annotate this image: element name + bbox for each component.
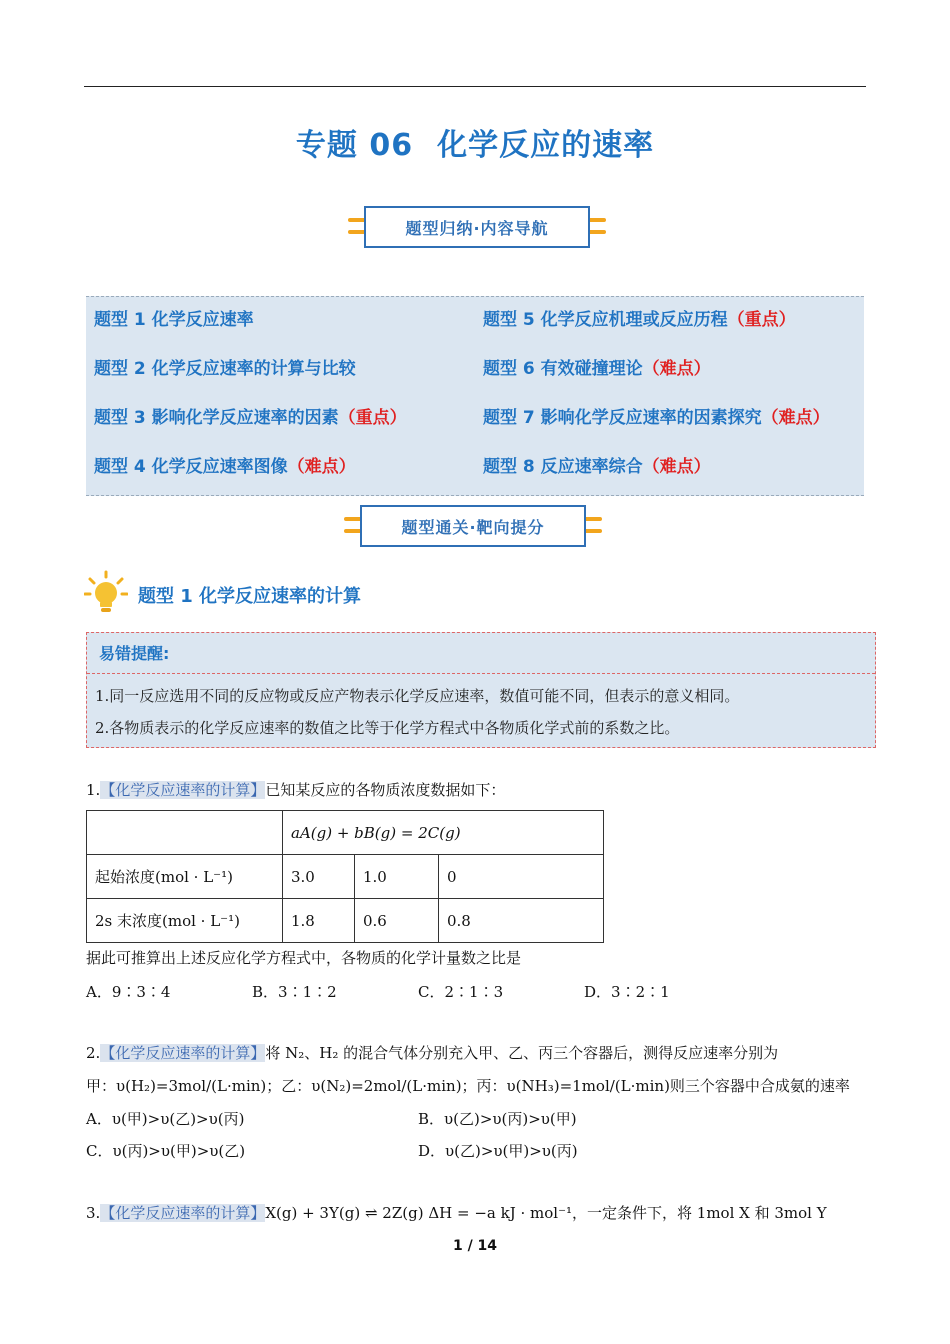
table-cell: 1.8 <box>283 899 355 943</box>
option-a[interactable]: A．υ(甲)>υ(乙)>υ(丙) <box>86 1110 245 1128</box>
table-cell: 1.0 <box>355 855 439 899</box>
reminder-title: 易错提醒: <box>99 644 170 663</box>
nav-item-type1[interactable]: 题型 1 化学反应速率 <box>94 310 254 330</box>
table-cell: 0 <box>439 855 604 899</box>
header-rule <box>84 86 866 87</box>
banner-content-nav: 题型归纳·内容导航 <box>348 204 606 250</box>
error-reminder-box <box>86 632 876 748</box>
table-cell: 0.8 <box>439 899 604 943</box>
table-row-label: 起始浓度(mol · L⁻¹) <box>87 855 283 899</box>
type-navigation-panel <box>86 296 864 496</box>
question-tag: 【化学反应速率的计算】 <box>100 1204 266 1222</box>
option-a[interactable]: A．9∶3∶4 <box>86 983 171 1001</box>
nav-item-type6[interactable]: 题型 6 有效碰撞理论（难点） <box>483 359 711 379</box>
reminder-divider <box>87 673 875 674</box>
question-1-stem: 1.【化学反应速率的计算】已知某反应的各物质浓度数据如下： <box>86 781 506 799</box>
table-equation: aA(g) + bB(g) = 2C(g) <box>283 811 604 855</box>
table-row-label: 2s 末浓度(mol · L⁻¹) <box>87 899 283 943</box>
question-2-stem: 2.【化学反应速率的计算】将 N₂、H₂ 的混合气体分别充入甲、乙、丙三个容器后，测得反应速率分别为 <box>86 1044 779 1062</box>
table-cell: 3.0 <box>283 855 355 899</box>
nav-item-type7[interactable]: 题型 7 影响化学反应速率的因素探究（难点） <box>483 408 830 428</box>
option-c[interactable]: C．2∶1∶3 <box>418 983 504 1001</box>
reminder-line-2: 2.各物质表示的化学反应速率的数值之比等于化学方程式中各物质化学式前的系数之比。 <box>95 719 680 737</box>
reminder-line-1: 1.同一反应选用不同的反应物或反应产物表示化学反应速率，数值可能不同，但表示的意义相同。 <box>95 687 740 705</box>
table-cell: 0.6 <box>355 899 439 943</box>
concentration-table <box>86 810 604 943</box>
section-title: 题型 1 化学反应速率的计算 <box>138 586 362 607</box>
option-d[interactable]: D．3∶2∶1 <box>584 983 670 1001</box>
question-tag: 【化学反应速率的计算】 <box>100 781 266 799</box>
question-3-stem: 3.【化学反应速率的计算】X(g) + 3Y(g) ⇌ 2Z(g) ΔH = −a kJ · mol⁻¹，一定条件下，将 1mol X 和 3mol Y <box>86 1204 827 1222</box>
nav-item-type4[interactable]: 题型 4 化学反应速率图像（难点） <box>94 457 356 477</box>
question-1-prompt: 据此可推算出上述反应化学方程式中，各物质的化学计量数之比是 <box>86 949 522 967</box>
lightbulb-icon <box>84 570 128 616</box>
nav-item-type5[interactable]: 题型 5 化学反应机理或反应历程（重点） <box>483 310 796 330</box>
option-c[interactable]: C．υ(丙)>υ(甲)>υ(乙) <box>86 1142 246 1160</box>
page-title: 专题 06 化学反应的速率 <box>295 128 655 163</box>
question-2-line2: 甲：υ(H₂)=3mol/(L·min)；乙：υ(N₂)=2mol/(L·min)；丙：υ(NH₃)=1mol/(L·min)则三个容器中合成氨的速率 <box>86 1077 850 1095</box>
nav-item-type3[interactable]: 题型 3 影响化学反应速率的因素（重点） <box>94 408 407 428</box>
option-d[interactable]: D．υ(乙)>υ(甲)>υ(丙) <box>418 1142 578 1160</box>
banner-practice: 题型通关·靶向提分 <box>344 503 602 549</box>
nav-item-type8[interactable]: 题型 8 反应速率综合（难点） <box>483 457 711 477</box>
question-tag: 【化学反应速率的计算】 <box>100 1044 266 1062</box>
page-number: 1 / 14 <box>452 1238 498 1254</box>
option-b[interactable]: B．υ(乙)>υ(丙)>υ(甲) <box>418 1110 577 1128</box>
nav-item-type2[interactable]: 题型 2 化学反应速率的计算与比较 <box>94 359 356 379</box>
option-b[interactable]: B．3∶1∶2 <box>252 983 337 1001</box>
